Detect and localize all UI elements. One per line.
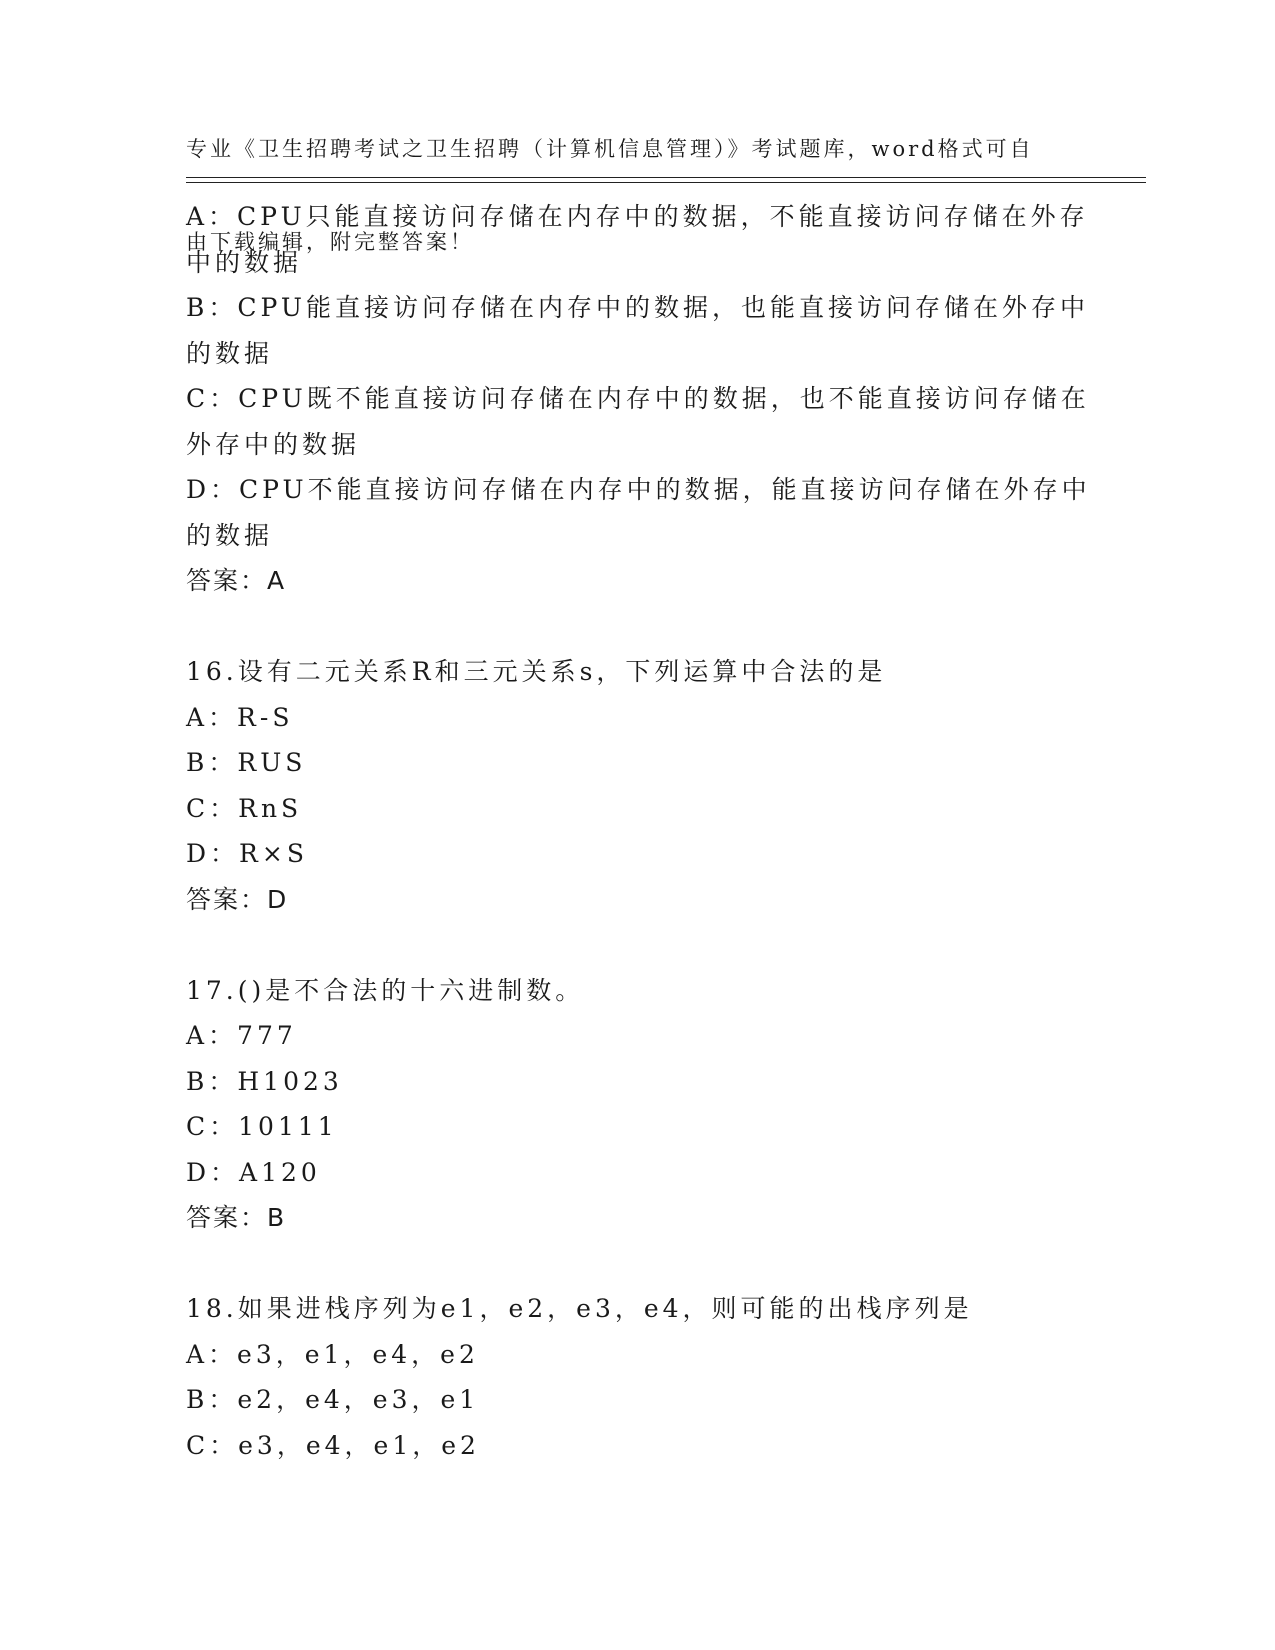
question-17 [186,968,1066,1241]
answer-label: 答案：A [186,566,287,595]
option-c: C：10111 [186,1112,338,1141]
option-c-line-2: 外存中的数据 [186,429,361,459]
question-text: 16.设有二元关系R和三元关系s，下列运算中合法的是 [186,657,887,686]
answer-label: 答案：D [186,884,289,914]
option-b: B：e2，e4，e3，e1 [186,1385,480,1414]
option-b-line-2: 的数据 [186,338,274,368]
spacer [186,604,1066,650]
option-a-line-1: A：CPU只能直接访问存储在内存中的数据，不能直接访问存储在外存 [186,202,1089,231]
option-b: B：H1023 [186,1066,343,1096]
answer-label: 答案：B [186,1203,287,1232]
option-c: C：RnS [186,793,303,823]
question-text: 18.如果进栈序列为e1，e2，e3，e4，则可能的出栈序列是 [186,1294,973,1323]
question-16 [186,649,1066,922]
question-text: 17.()是不合法的十六进制数。 [186,975,585,1005]
option-a: A：R-S [186,702,294,732]
question-list [186,194,1091,1468]
header-line-1: 专业《卫生招聘考试之卫生招聘（计算机信息管理）》考试题库，word格式可自 [186,137,1034,161]
option-a: A：e3，e1，e4，e2 [186,1339,479,1369]
spacer [186,1241,1066,1287]
header-divider-bottom [186,182,1146,183]
question-15-options [186,194,1091,604]
option-d: D：A120 [186,1157,321,1187]
option-a-line-2: 中的数据 [186,247,303,277]
option-b: B：RUS [186,748,307,777]
option-d-line-2: 的数据 [186,520,274,550]
option-b-line-1: B：CPU能直接访问存储在内存中的数据，也能直接访问存储在外存中 [186,293,1089,322]
option-a: A：777 [186,1021,297,1050]
option-c: C：e3，e4，e1，e2 [186,1430,480,1460]
option-d: D：R×S [186,839,308,868]
question-18 [186,1286,1066,1468]
option-c-line-1: C：CPU既不能直接访问存储在内存中的数据，也不能直接访问存储在 [186,384,1090,413]
header-line-2: 由下载编辑，附完整答案！ [186,230,474,254]
option-d-line-1: D：CPU不能直接访问存储在内存中的数据，能直接访问存储在外存中 [186,475,1091,504]
header-divider-top [186,177,1146,178]
spacer [186,922,1066,968]
